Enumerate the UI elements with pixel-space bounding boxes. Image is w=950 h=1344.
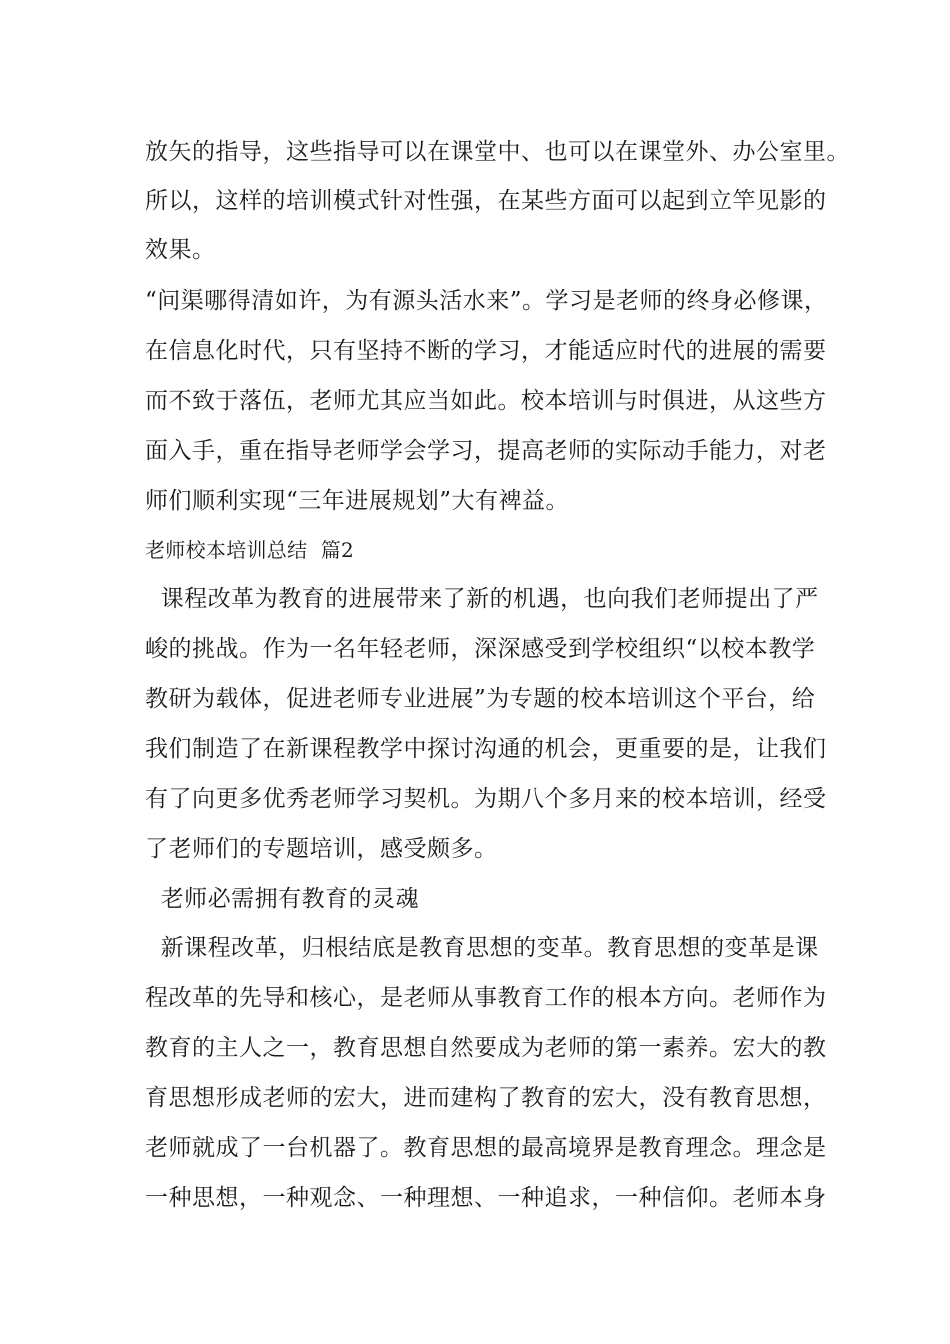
paragraph-line: 所以，这样的培训模式针对性强，在某些方面可以起到立竿见影的 <box>145 188 827 214</box>
paragraph-line: 在信息化时代，只有坚持不断的学习，才能适应时代的进展的需要 <box>145 338 827 364</box>
subsection-heading: 老师必需拥有教育的灵魂 <box>145 886 420 912</box>
paragraph-line: 新课程改革，归根结底是教育思想的变革。教育思想的变革是课 <box>145 935 819 961</box>
paragraph-line: 育思想形成老师的宏大，进而建构了教育的宏大，没有教育思想， <box>145 1085 827 1111</box>
paragraph-line: 课程改革为教育的进展带来了新的机遇，也向我们老师提出了严 <box>145 586 819 612</box>
paragraph-line: 老师就成了一台机器了。教育思想的最高境界是教育理念。理念是 <box>145 1135 827 1161</box>
paragraph-line: 有了向更多优秀老师学习契机。为期八个多月来的校本培训，经受 <box>145 786 827 812</box>
paragraph-line: 峻的挑战。作为一名年轻老师，深深感受到学校组织“以校本教学 <box>145 636 816 662</box>
paragraph-line: 效果。 <box>145 237 216 263</box>
paragraph-line: 了老师们的专题培训，感受颇多。 <box>145 836 498 862</box>
paragraph-line: 教研为载体，促进老师专业进展”为专题的校本培训这个平台，给 <box>145 686 816 712</box>
paragraph-line: 面入手，重在指导老师学会学习，提高老师的实际动手能力，对老 <box>145 438 827 464</box>
paragraph-line: 一种思想，一种观念、一种理想、一种追求，一种信仰。老师本身 <box>145 1185 827 1211</box>
section-heading: 老师校本培训总结 篇2 <box>145 538 355 562</box>
paragraph-line: 师们顺利实现“三年进展规划”大有裨益。 <box>145 488 570 514</box>
paragraph-line: 程改革的先导和核心，是老师从事教育工作的根本方向。老师作为 <box>145 985 827 1011</box>
paragraph-line: “问渠哪得清如许，为有源头活水来”。学习是老师的终身必修课， <box>145 288 828 314</box>
paragraph-line: 而不致于落伍，老师尤其应当如此。校本培训与时俱进，从这些方 <box>145 388 827 414</box>
paragraph-line: 我们制造了在新课程教学中探讨沟通的机会，更重要的是，让我们 <box>145 736 827 762</box>
paragraph-line: 教育的主人之一，教育思想自然要成为老师的第一素养。宏大的教 <box>145 1035 827 1061</box>
paragraph-line: 放矢的指导，这些指导可以在课堂中、也可以在课堂外、办公室里。 <box>145 139 850 165</box>
